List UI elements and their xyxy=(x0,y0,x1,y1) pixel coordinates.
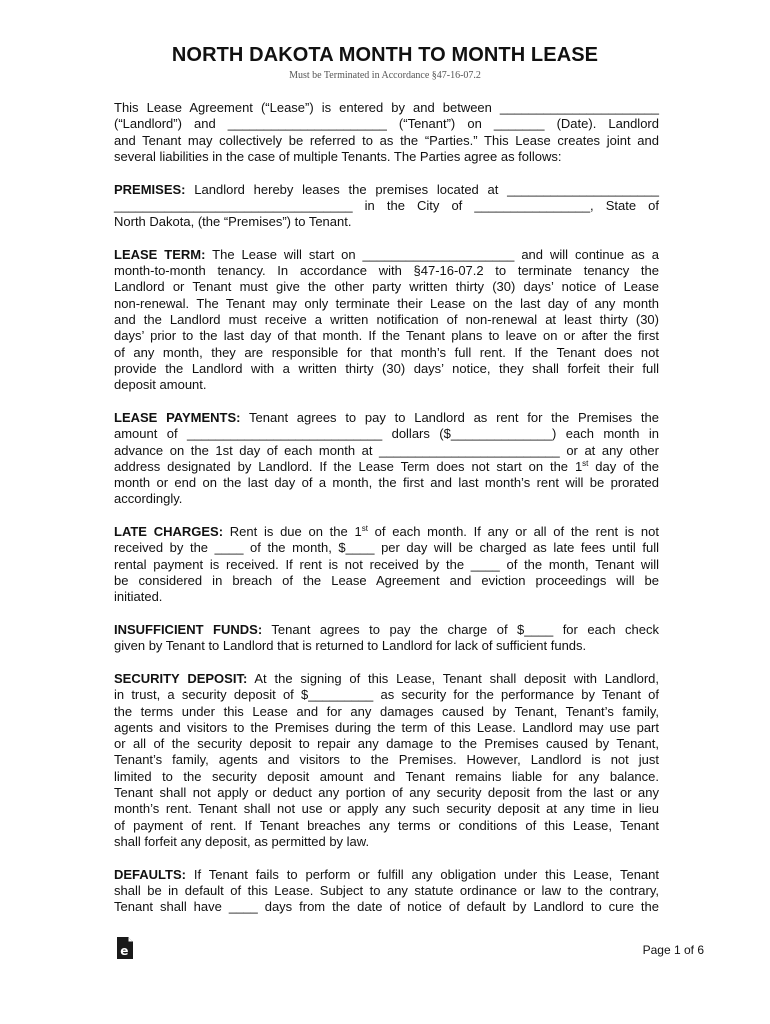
security-deposit-line1-text: At the signing of this Lease, Tenant shall deposit with Landlord, xyxy=(247,670,660,686)
security-deposit-line: the terms under this Lease and for any damages caused by Tenant, Tenant’s family, xyxy=(114,703,659,719)
lease-term-line: days’ prior to the last day of that month. If the Tenant plans to leave on or after the first xyxy=(114,328,659,344)
lease-payments-paragraph xyxy=(114,410,659,508)
defaults-line: Tenant shall have ____ days from the date of notice of default by Landlord to cure the xyxy=(114,899,659,915)
insufficient-funds-paragraph xyxy=(114,622,659,655)
lease-payments-line: month or end on the last day of a month, the first and last month’s rent will be prorated xyxy=(114,475,659,491)
late-charges-line: received by the ____ of the month, $____ per day will be charged as late fees until full xyxy=(114,540,659,556)
defaults-line xyxy=(114,867,659,883)
lease-payments-line4-text-a: address designated by Landlord. If the Lease Term does not start on the 1 xyxy=(114,458,583,474)
lease-payments-line xyxy=(114,459,659,475)
svg-text:e: e xyxy=(120,944,129,958)
defaults-heading: DEFAULTS: xyxy=(114,866,186,882)
premises-line: North Dakota, (the “Premises”) to Tenant. xyxy=(114,214,352,230)
e-document-icon xyxy=(116,936,134,960)
late-charges-line xyxy=(114,524,659,540)
security-deposit-line: month’s rent. Tenant shall not use or apply any such security deposit at any time in lieu xyxy=(114,801,659,817)
lease-payments-line: advance on the 1st day of each month at _________________________ or at any other xyxy=(114,442,659,458)
intro-line: and Tenant may collectively be referred to as the “Parties.” This Lease creates joint and xyxy=(114,132,659,148)
security-deposit-line: of payment of rent. If Tenant breaches any terms or conditions of this Lease, Tenant xyxy=(114,817,659,833)
lease-term-line: of any month, they are responsible for that month’s full rent. If the Tenant does not xyxy=(114,344,659,360)
ordinal-suffix: st xyxy=(582,458,589,468)
lease-term-line: month-to-month tenancy. In accordance with §47-16-07.2 to terminate tenancy the xyxy=(114,263,659,279)
ordinal-suffix: st xyxy=(361,524,368,534)
security-deposit-heading: SECURITY DEPOSIT: xyxy=(114,670,248,686)
late-charges-line: rental payment is received. If rent is not received by the ____ of the month, Tenant will xyxy=(114,556,659,572)
late-charges-line: initiated. xyxy=(114,589,163,605)
page-number: Page 1 of 6 xyxy=(642,943,704,957)
intro-line: several liabilities in the case of multiple Tenants. The Parties agree as follows: xyxy=(114,148,562,164)
security-deposit-line: agents and visitors to the Premises during the term of this Lease. Landlord may use part xyxy=(114,719,659,735)
lease-term-paragraph xyxy=(114,247,659,394)
insufficient-funds-line1-text: Tenant agrees to pay the charge of $____ for each check xyxy=(262,621,659,637)
premises-heading: PREMISES: xyxy=(114,181,186,197)
late-charges-paragraph xyxy=(114,524,659,605)
defaults-line: shall be in default of this Lease. Subject to any statute ordinance or law to the contrary, xyxy=(114,882,659,898)
security-deposit-line: Tenant’s family, agents and visitors to the Premises. However, Landlord is not just xyxy=(114,752,659,768)
lease-payments-heading: LEASE PAYMENTS: xyxy=(114,409,241,425)
security-deposit-line xyxy=(114,671,659,687)
premises-line: _________________________________ in the City of ________________, State of xyxy=(114,197,659,213)
lease-payments-line: accordingly. xyxy=(114,491,183,507)
lease-payments-line: amount of ___________________________ dollars ($______________) each month in xyxy=(114,426,659,442)
security-deposit-line: or all of the security deposit to repair any damage to the Premises caused by Tenant, xyxy=(114,736,659,752)
late-charges-line1-text-a: Rent is due on the 1 xyxy=(223,524,362,540)
insufficient-funds-line xyxy=(114,622,659,638)
lease-term-line: non-renewal. The Tenant may only terminate their Lease on the last day of any month xyxy=(114,295,659,311)
lease-payments-line4-text-b: day of the xyxy=(588,458,659,474)
lease-term-line: deposit amount. xyxy=(114,377,207,393)
security-deposit-line: limited to the security deposit amount and Tenant remains liable for any balance. xyxy=(114,768,659,784)
lease-term-line: Landlord or Tenant must give the other party written thirty (30) days’ notice of Lease xyxy=(114,279,659,295)
security-deposit-line: in trust, a security deposit of $_________ as security for the performance by Tenant of xyxy=(114,687,659,703)
document-title: NORTH DAKOTA MONTH TO MONTH LEASE xyxy=(171,44,599,66)
premises-line1-text: Landlord hereby leases the premises located at _____________________ xyxy=(185,181,659,197)
late-charges-line1-text-b: of each month. If any or all of the rent is not xyxy=(367,524,659,540)
lease-term-heading: LEASE TERM: xyxy=(114,246,206,262)
document-subtitle: Must be Terminated in Accordance §47-16-07.2 xyxy=(289,70,481,81)
lease-term-line xyxy=(114,247,659,263)
lease-term-line1-text: The Lease will start on _____________________ and will continue as a xyxy=(205,246,659,262)
security-deposit-line: shall forfeit any deposit, as permitted by law. xyxy=(114,833,370,849)
defaults-paragraph xyxy=(114,867,659,916)
lease-payments-line1-text: Tenant agrees to pay to Landlord as rent for the Premises the xyxy=(240,409,659,425)
premises-line xyxy=(114,182,659,198)
document-body xyxy=(114,100,659,932)
premises-paragraph xyxy=(114,182,659,231)
security-deposit-paragraph xyxy=(114,671,659,850)
late-charges-heading: LATE CHARGES: xyxy=(114,524,224,540)
lease-term-line: and the Landlord must receive a written notification of non-renewal at least thirty (30) xyxy=(114,312,659,328)
insufficient-funds-line: given by Tenant to Landlord that is returned to Landlord for lack of sufficient funds. xyxy=(114,638,587,654)
security-deposit-line: Tenant shall not apply or deduct any portion of any security deposit from the last or any xyxy=(114,785,659,801)
lease-term-line: provide the Landlord with a written thirty (30) days’ notice, they shall forfeit their full xyxy=(114,360,659,376)
late-charges-line: be considered in breach of the Lease Agreement and eviction proceedings will be xyxy=(114,572,659,588)
insufficient-funds-heading: INSUFFICIENT FUNDS: xyxy=(114,621,263,637)
intro-line: This Lease Agreement (“Lease”) is entered by and between ______________________ xyxy=(114,100,659,115)
lease-payments-line xyxy=(114,410,659,426)
defaults-line1-text: If Tenant fails to perform or fulfill any obligation under this Lease, Tenant xyxy=(185,866,659,882)
intro-paragraph xyxy=(114,100,659,165)
intro-line: (“Landlord”) and ______________________ (“Tenant”) on _______ (Date). Landlord xyxy=(114,116,659,132)
